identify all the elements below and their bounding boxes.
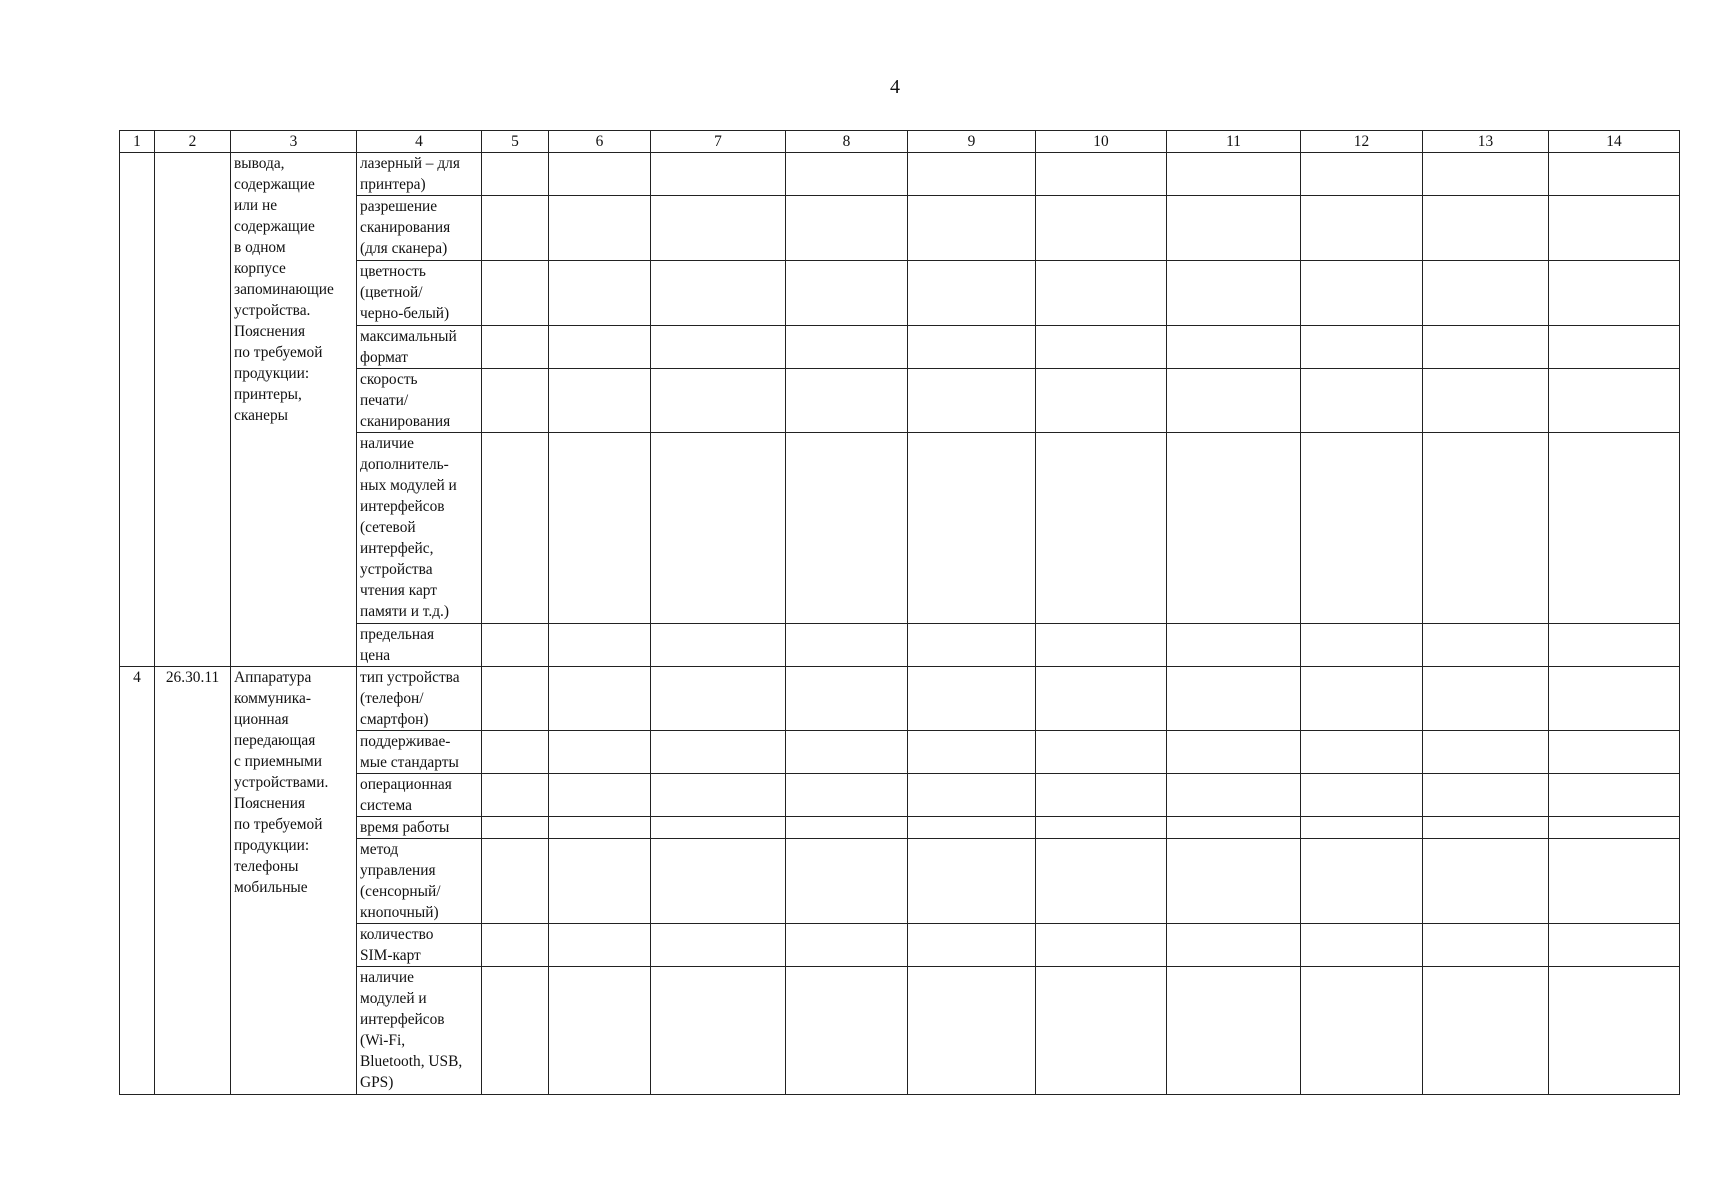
characteristic-cell: операционная система: [357, 774, 482, 817]
empty-cell: [1549, 326, 1680, 369]
table-row: [120, 667, 1680, 731]
empty-cell: [1423, 839, 1549, 924]
empty-cell: [908, 261, 1036, 326]
page-number: 4: [890, 76, 900, 98]
empty-cell: [1036, 774, 1167, 817]
empty-cell: [1549, 839, 1680, 924]
empty-cell: [482, 924, 549, 967]
empty-cell: [651, 817, 786, 839]
empty-cell: [1036, 667, 1167, 731]
empty-cell: [1167, 153, 1301, 196]
empty-cell: [482, 774, 549, 817]
empty-cell: [908, 433, 1036, 624]
empty-cell: [1549, 967, 1680, 1095]
product-name-cell: вывода, содержащие или не содержащие в одном корпусе запоминающие устройства. Пояснения по требуемой продукции: принтеры, сканеры: [231, 153, 357, 667]
empty-cell: [651, 326, 786, 369]
empty-cell: [908, 369, 1036, 433]
empty-cell: [786, 667, 908, 731]
header-cell: 12: [1301, 131, 1423, 153]
characteristic-cell: разрешение сканирования (для сканера): [357, 196, 482, 261]
product-name-cell: Аппаратура коммуника- ционная передающая с приемными устройствами. Пояснения по требуемой продукции: телефоны мобильные: [231, 667, 357, 1095]
empty-cell: [1036, 326, 1167, 369]
empty-cell: [1301, 153, 1423, 196]
empty-cell: [1423, 153, 1549, 196]
empty-cell: [1167, 839, 1301, 924]
empty-cell: [1167, 667, 1301, 731]
empty-cell: [1423, 261, 1549, 326]
empty-cell: [786, 774, 908, 817]
empty-cell: [1423, 817, 1549, 839]
empty-cell: [549, 839, 651, 924]
empty-cell: [1423, 667, 1549, 731]
empty-cell: [1036, 839, 1167, 924]
empty-cell: [549, 433, 651, 624]
header-cell: 13: [1423, 131, 1549, 153]
empty-cell: [1549, 369, 1680, 433]
empty-cell: [1549, 153, 1680, 196]
empty-cell: [1423, 326, 1549, 369]
empty-cell: [1549, 817, 1680, 839]
empty-cell: [1549, 433, 1680, 624]
empty-cell: [1167, 624, 1301, 667]
empty-cell: [482, 967, 549, 1095]
empty-cell: [1301, 624, 1423, 667]
header-row: [120, 131, 1680, 153]
header-cell: 5: [482, 131, 549, 153]
empty-cell: [1301, 196, 1423, 261]
empty-cell: [482, 153, 549, 196]
empty-cell: [786, 924, 908, 967]
empty-cell: [786, 624, 908, 667]
empty-cell: [651, 924, 786, 967]
empty-cell: [1423, 774, 1549, 817]
empty-cell: [1549, 624, 1680, 667]
empty-cell: [549, 196, 651, 261]
characteristics-table: [119, 130, 1680, 1095]
empty-cell: [1549, 731, 1680, 774]
empty-cell: [908, 967, 1036, 1095]
characteristic-cell: лазерный – для принтера): [357, 153, 482, 196]
empty-cell: [549, 924, 651, 967]
empty-cell: [1301, 924, 1423, 967]
empty-cell: [786, 433, 908, 624]
empty-cell: [1423, 369, 1549, 433]
empty-cell: [482, 731, 549, 774]
empty-cell: [908, 731, 1036, 774]
empty-cell: [1301, 433, 1423, 624]
empty-cell: [1167, 967, 1301, 1095]
empty-cell: [1167, 817, 1301, 839]
empty-cell: [908, 774, 1036, 817]
characteristic-cell: предельная цена: [357, 624, 482, 667]
empty-cell: [549, 369, 651, 433]
empty-cell: [1301, 774, 1423, 817]
empty-cell: [1036, 924, 1167, 967]
empty-cell: [1549, 667, 1680, 731]
empty-cell: [1423, 196, 1549, 261]
empty-cell: [908, 817, 1036, 839]
empty-cell: [651, 839, 786, 924]
empty-cell: [482, 839, 549, 924]
characteristic-cell: метод управления (сенсорный/ кнопочный): [357, 839, 482, 924]
empty-cell: [908, 153, 1036, 196]
empty-cell: [482, 261, 549, 326]
empty-cell: [651, 153, 786, 196]
header-cell: 14: [1549, 131, 1680, 153]
header-cell: 9: [908, 131, 1036, 153]
empty-cell: [1549, 774, 1680, 817]
characteristic-cell: максимальный формат: [357, 326, 482, 369]
empty-cell: [549, 667, 651, 731]
empty-cell: [651, 624, 786, 667]
empty-cell: [549, 967, 651, 1095]
empty-cell: [482, 624, 549, 667]
empty-cell: [1549, 261, 1680, 326]
empty-cell: [482, 667, 549, 731]
empty-cell: [908, 196, 1036, 261]
empty-cell: [1423, 624, 1549, 667]
empty-cell: [1549, 924, 1680, 967]
empty-cell: [786, 731, 908, 774]
characteristic-cell: цветность (цветной/ черно-белый): [357, 261, 482, 326]
table-row: [120, 153, 1680, 196]
empty-cell: [1301, 667, 1423, 731]
empty-cell: [651, 261, 786, 326]
header-cell: 8: [786, 131, 908, 153]
empty-cell: [1036, 817, 1167, 839]
header-cell: 6: [549, 131, 651, 153]
okpd-code-cell: 26.30.11: [155, 667, 231, 1095]
empty-cell: [1167, 774, 1301, 817]
empty-cell: [549, 261, 651, 326]
empty-cell: [651, 196, 786, 261]
empty-cell: [1036, 624, 1167, 667]
header-cell: 2: [155, 131, 231, 153]
empty-cell: [908, 924, 1036, 967]
empty-cell: [786, 967, 908, 1095]
empty-cell: [1036, 261, 1167, 326]
empty-cell: [786, 196, 908, 261]
empty-cell: [908, 667, 1036, 731]
characteristic-cell: поддерживае- мые стандарты: [357, 731, 482, 774]
empty-cell: [786, 261, 908, 326]
characteristic-cell: наличие дополнитель- ных модулей и интерфейсов (сетевой интерфейс, устройства чтения карт памяти и т.д.): [357, 433, 482, 624]
header-cell: 11: [1167, 131, 1301, 153]
empty-cell: [651, 369, 786, 433]
row-number-cell: 4: [120, 667, 155, 1095]
empty-cell: [1301, 731, 1423, 774]
characteristic-cell: наличие модулей и интерфейсов (Wi-Fi, Bluetooth, USB, GPS): [357, 967, 482, 1095]
header-cell: 7: [651, 131, 786, 153]
okpd-code-cell: [155, 153, 231, 667]
empty-cell: [1036, 731, 1167, 774]
empty-cell: [1167, 924, 1301, 967]
empty-cell: [1167, 731, 1301, 774]
characteristic-cell: скорость печати/ сканирования: [357, 369, 482, 433]
empty-cell: [1036, 196, 1167, 261]
empty-cell: [1301, 326, 1423, 369]
empty-cell: [1301, 817, 1423, 839]
header-cell: 10: [1036, 131, 1167, 153]
empty-cell: [1423, 433, 1549, 624]
empty-cell: [549, 153, 651, 196]
row-number-cell: [120, 153, 155, 667]
empty-cell: [1167, 326, 1301, 369]
empty-cell: [651, 433, 786, 624]
empty-cell: [1301, 261, 1423, 326]
empty-cell: [549, 731, 651, 774]
empty-cell: [1036, 369, 1167, 433]
empty-cell: [549, 624, 651, 667]
empty-cell: [908, 326, 1036, 369]
empty-cell: [651, 967, 786, 1095]
empty-cell: [549, 326, 651, 369]
characteristic-cell: количество SIM-карт: [357, 924, 482, 967]
empty-cell: [1167, 261, 1301, 326]
header-cell: 4: [357, 131, 482, 153]
empty-cell: [1301, 967, 1423, 1095]
empty-cell: [1301, 369, 1423, 433]
empty-cell: [651, 731, 786, 774]
empty-cell: [786, 817, 908, 839]
characteristic-cell: время работы: [357, 817, 482, 839]
empty-cell: [786, 369, 908, 433]
empty-cell: [651, 774, 786, 817]
empty-cell: [1301, 839, 1423, 924]
empty-cell: [1423, 967, 1549, 1095]
empty-cell: [1167, 369, 1301, 433]
empty-cell: [1423, 731, 1549, 774]
empty-cell: [786, 326, 908, 369]
empty-cell: [786, 153, 908, 196]
characteristic-cell: тип устройства (телефон/ смартфон): [357, 667, 482, 731]
empty-cell: [1036, 967, 1167, 1095]
empty-cell: [482, 369, 549, 433]
empty-cell: [482, 817, 549, 839]
empty-cell: [549, 817, 651, 839]
empty-cell: [1167, 196, 1301, 261]
empty-cell: [482, 196, 549, 261]
empty-cell: [482, 326, 549, 369]
empty-cell: [908, 624, 1036, 667]
empty-cell: [1423, 924, 1549, 967]
empty-cell: [1036, 433, 1167, 624]
empty-cell: [1167, 433, 1301, 624]
empty-cell: [1549, 196, 1680, 261]
empty-cell: [549, 774, 651, 817]
empty-cell: [482, 433, 549, 624]
header-cell: 3: [231, 131, 357, 153]
header-cell: 1: [120, 131, 155, 153]
empty-cell: [1036, 153, 1167, 196]
empty-cell: [908, 839, 1036, 924]
empty-cell: [651, 667, 786, 731]
empty-cell: [786, 839, 908, 924]
